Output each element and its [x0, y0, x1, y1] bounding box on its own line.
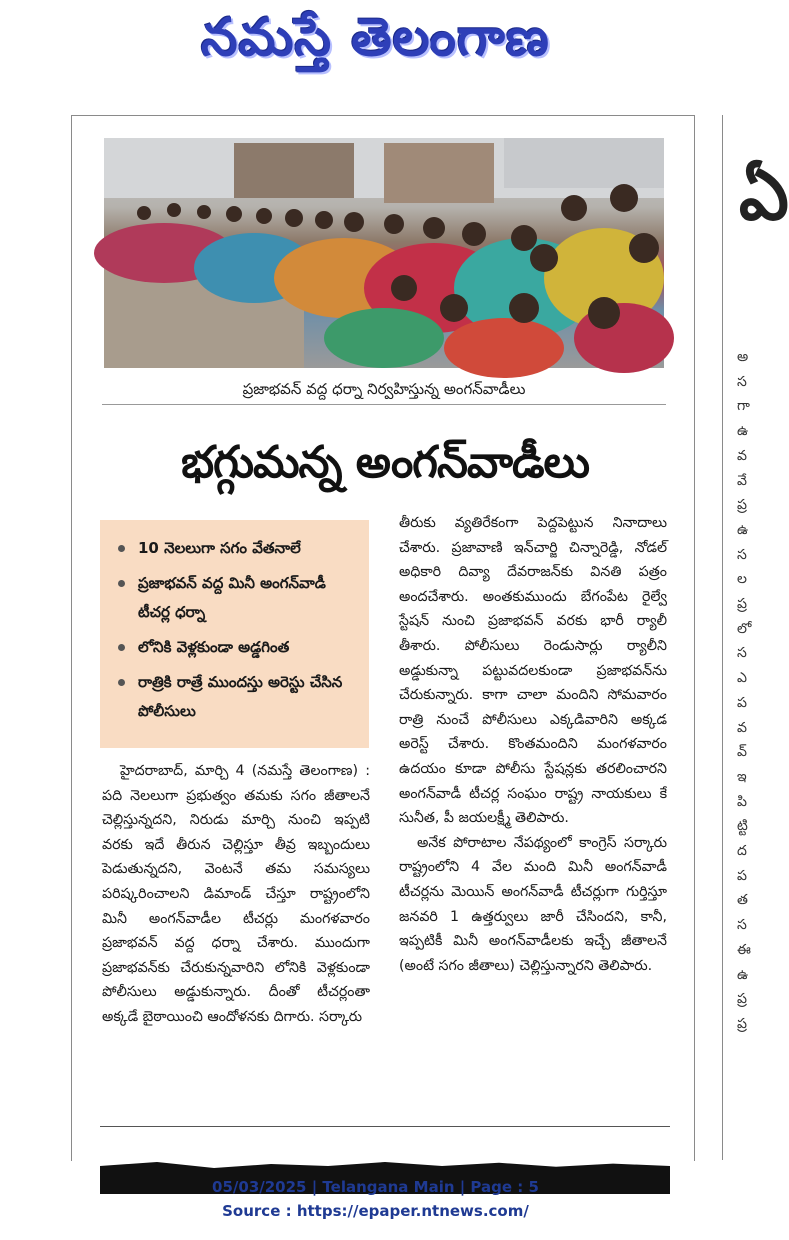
- body-column-left: [102, 759, 370, 1030]
- masthead: [0, 0, 751, 80]
- highlights-box: [100, 520, 369, 748]
- body-paragraph: హైదరాబాద్, మార్చి 4 (నమస్తే తెలంగాణ) : పది నెలలుగా ప్రభుత్వం తమకు సగం జీతాలనే చెల్లిస్తున్నదని, నిరుడు మార్చి నుంచి ఇప్పటి వరకు ఇదే తీరున చెల్లిస్తూ తీవ్ర ఇబ్బందులు పెడుతున్నదని, వెంటనే తమ సమస్యలు పరిష్కరించాలని డిమాండ్ చేస్తూ రాష్ట్రంలోని మినీ అంగన్‌వాడీల టీచర్లు మంగళవారం ప్రజాభవన్ వద్ద ధర్నా చేశారు. ముందుగా ప్రజాభవన్‌కు చేరుకున్నవారిని లోనికి వెళ్లకుండా పోలీసులు అడ్డుకున్నారు. దీంతో టీచర్లంతా అక్కడే బైఠాయించి ఆందోళనకు దిగారు. సర్కారు: [102, 763, 370, 1025]
- article-clipping: [71, 115, 695, 1161]
- page-footer: [0, 1175, 751, 1223]
- next-article-headline-cutoff: [100, 1146, 670, 1176]
- photo-caption: ప్రజాభవన్ వద్ద ధర్నా నిర్వహిస్తున్న అంగన్‌వాడీలు: [102, 374, 666, 405]
- newspaper-logo: నమస్తే తెలంగాణ: [201, 8, 550, 68]
- divider: [100, 1126, 670, 1127]
- source-link[interactable]: Source : https://epaper.ntnews.com/: [222, 1202, 529, 1220]
- body-paragraph: అనేక పోరాటాల నేపథ్యంలో కాంగ్రెస్ సర్కారు రాష్ట్రంలోని 4 వేల మంది మినీ అంగన్‌వాడీ టీచర్లను మెయిన్ అంగన్‌వాడీ టీచర్లుగా గుర్తిస్తూ జనవరి 1 ఉత్తర్వులు జారీ చేసిందని, కానీ, ఇప్పటికీ మినీ అంగన్‌వాడీలకు ఇచ్చే జీతాలనే (అంటే సగం జీతాలు) చెల్లిస్తున్నారని తెలిపారు.: [399, 834, 667, 974]
- body-column-right: [399, 511, 667, 978]
- body-paragraph: తీరుకు వ్యతిరేకంగా పెద్దపెట్టున నినాదాలు చేశారు. ప్రజావాణి ఇన్‌చార్జి చిన్నారెడ్డి, నోడల్ అధికారి దివ్యా దేవరాజన్‌కు వినతి పత్రం అందచేశారు. అంతకుముందు బేగంపేట రైల్వే స్టేషన్ నుంచి ప్రజాభవన్ వరకు భారీ ర్యాలీ తీశారు. పోలీసులు రెండుసార్లు ర్యాలీని అడ్డుకున్నా పట్టువదలకుండా ప్రజాభవన్‌ను చేరుకున్నారు. కాగా చాలా మందిని సోమవారం రాత్రి నుంచే పోలీసులు ఎక్కడివారిని అక్కడ అరెస్ట్ చేశారు. కొంతమందిని మంగళవారం ఉదయం కూడా పోలీసు స్టేషన్లకు తరలించారని అంగన్‌వాడీ టీచర్ల సంఘం రాష్ట్ర నాయకులు కే సునీత, పీ జయలక్ష్మీ తెలిపారు.: [399, 515, 667, 827]
- highlight-item: 10 నెలలుగా సగం వేతనాలే: [116, 534, 355, 563]
- highlight-item: ప్రజాభవన్ వద్ద మినీ అంగన్‌వాడీ టీచర్ల ధర్నా: [116, 569, 355, 627]
- highlight-item: రాత్రికి రాత్రే ముందస్తు అరెస్టు చేసిన పోలీసులు: [116, 668, 355, 726]
- adjacent-article-clipping: [722, 115, 789, 1160]
- edition-info: 05/03/2025 | Telangana Main | Page : 5: [212, 1178, 539, 1196]
- article-photo: [104, 138, 664, 368]
- protest-crowd-image: [104, 138, 664, 368]
- adjacent-column-text: అ స గా ఉ వ వే ప్ర ఉ స ల ప్ర లో స ఎ ప వ వ్ ఇ పి ట్టి ద ప త స ఈ ఉ ప్ర ప్ర: [737, 349, 752, 1032]
- adjacent-headline-glyph: ఏ: [739, 154, 789, 236]
- headline: భగ్గుమన్న అంగన్‌వాడీలు: [181, 437, 589, 488]
- highlight-item: లోనికి వెళ్లకుండా అడ్డగింత: [116, 633, 355, 662]
